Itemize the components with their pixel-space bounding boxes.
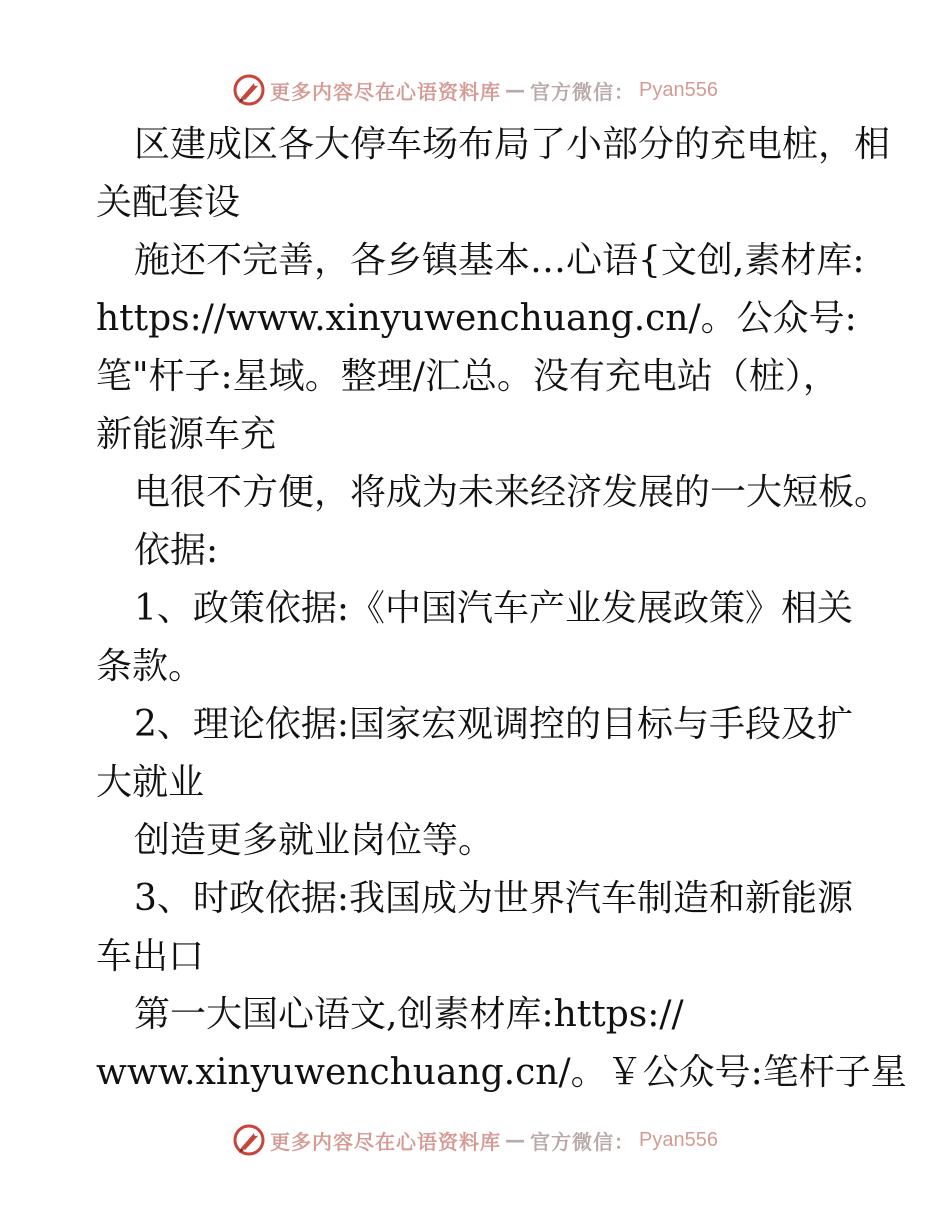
body-line: 第一大国心语文,创素材库:https:// [134, 994, 684, 1035]
body-line: 笔"杆子:星域。整理/汇总。没有充电站（桩）， [96, 356, 839, 397]
banner-official-label: 官方微信： [530, 79, 636, 104]
banner-separator: — [505, 78, 527, 102]
body-line: https://www.xinyuwenchuang.cn/。公众号: [96, 298, 857, 339]
banner-wechat-id: Pyan556 [639, 1128, 718, 1151]
body-line: www.xinyuwenchuang.cn/。￥公众号:笔杆子星 [96, 1052, 907, 1093]
body-line: 3、时政依据:我国成为世界汽车制造和新能源 [134, 878, 854, 919]
banner-separator: — [505, 1128, 527, 1152]
pen-circle-logo-icon [232, 1123, 266, 1157]
body-line: 1、政策依据:《中国汽车产业发展政策》相关 [134, 588, 854, 629]
body-line: 条款。 [96, 646, 205, 687]
pen-circle-logo-icon [232, 73, 266, 107]
body-line: 区建成区各大停车场布局了小部分的充电桩，相 [134, 124, 891, 165]
body-line: 电很不方便，将成为未来经济发展的一大短板。 [134, 472, 891, 513]
banner-main-text: 更多内容尽在心语资料库 [270, 1129, 502, 1154]
body-line: 施还不完善，各乡镇基本…心语{文创,素材库: [134, 240, 865, 281]
footer-watermark-banner [0, 1120, 950, 1160]
header-watermark-banner [0, 70, 950, 110]
body-line: 依据: [134, 530, 219, 571]
body-line: 创造更多就业岗位等。 [134, 820, 495, 861]
body-line: 新能源车充 [96, 414, 277, 455]
banner-main-text: 更多内容尽在心语资料库 [270, 79, 502, 104]
body-line: 关配套设 [96, 182, 241, 223]
banner-official-label: 官方微信： [530, 1129, 636, 1154]
document-body [96, 116, 907, 1102]
body-line: 2、理论依据:国家宏观调控的目标与手段及扩 [134, 704, 854, 745]
body-line: 大就业 [96, 762, 205, 803]
banner-wechat-id: Pyan556 [639, 78, 718, 101]
body-line: 车出口 [96, 936, 205, 977]
